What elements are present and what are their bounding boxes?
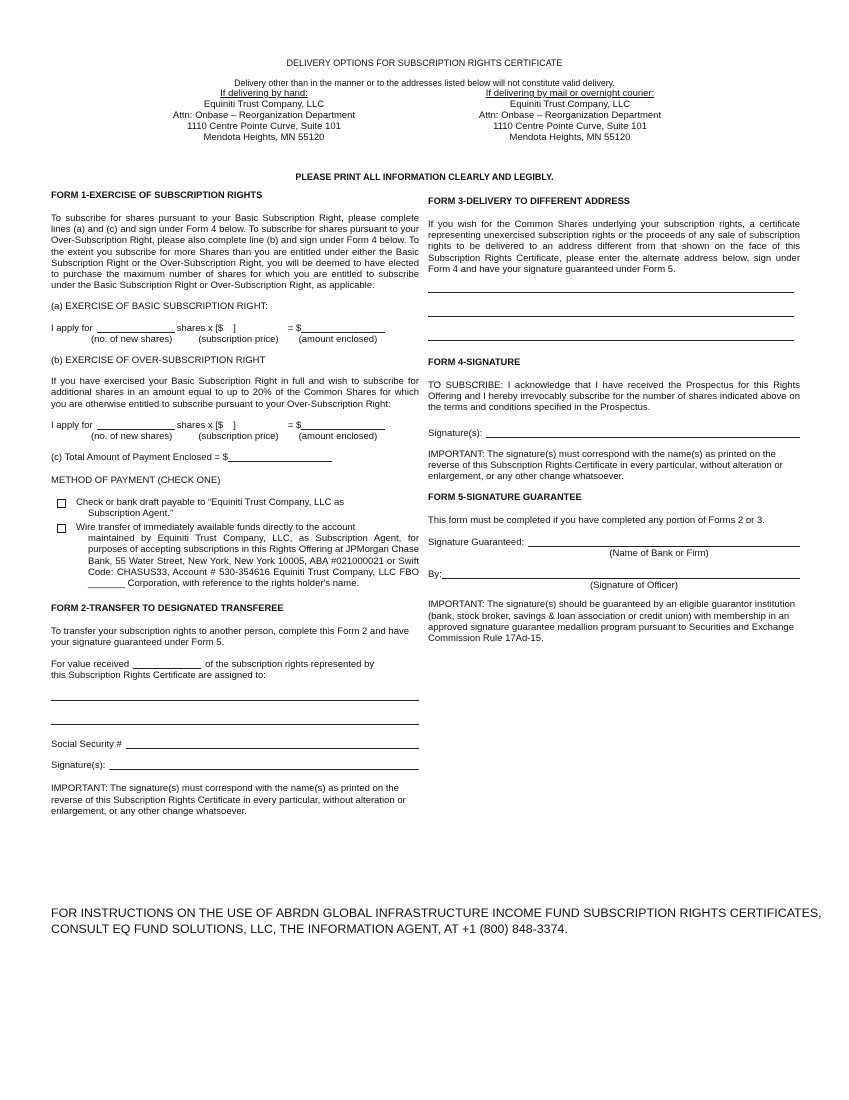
- total-payment-label: (c) Total Amount of Payment Enclosed = $: [51, 452, 228, 464]
- option2-text-cont: maintained by Equiniti Trust Company, LLC, as Subscription Agent, for purposes of accepting subscriptions in this Rights Offering at JPMorgan Chase Bank, 55 Water Street, New York, New York 10005, ABA #021000021 or Swift Code: CHASUS33, Account # 530-354616 Equiniti Trust Company, LLC FBO _______ Corporation, with reference to the rights holder's name.: [88, 533, 419, 590]
- payment-option-check: [51, 497, 419, 519]
- form1-heading: FORM 1-EXERCISE OF SUBSCRIPTION RIGHTS: [51, 190, 263, 200]
- form2-important: IMPORTANT: The signature(s) must correspond with the name(s) as printed on the reverse of this Subscription Rights Certificate in every particular, without alteration or enlargement, or any other change whatsoever.: [51, 783, 406, 817]
- ssn-row: [51, 739, 419, 750]
- subscription-price-caption: (subscription price): [198, 333, 279, 345]
- form4-signature-label: Signature(s):: [428, 427, 483, 439]
- address-line-3[interactable]: [428, 339, 794, 341]
- form4-signature-field[interactable]: [486, 428, 800, 438]
- by-mail-street: 1110 Centre Pointe Curve, Suite 101: [493, 120, 647, 132]
- address-by-hand: [134, 89, 394, 144]
- basic-amount-field[interactable]: [301, 323, 385, 333]
- address-by-mail: [440, 89, 700, 144]
- form3-heading: FORM 3-DELIVERY TO DIFFERENT ADDRESS: [428, 196, 630, 206]
- value-received-rest: of the subscription rights represented by: [205, 658, 375, 670]
- total-payment-field[interactable]: [228, 452, 332, 462]
- apply-for-label: I apply for: [51, 419, 93, 431]
- form1-b-label: (b) EXERCISE OF OVER-SUBSCRIPTION RIGHT: [51, 355, 266, 366]
- form2-heading: FORM 2-TRANSFER TO DESIGNATED TRANSFEREE: [51, 603, 284, 614]
- form1-intro: To subscribe for shares pursuant to your Basic Subscription Right, please complete lines (a) and (c) and sign under Form 4 below. To subscribe for shares pursuant to your Over-Subscription Right, please also complete line (b) and sign under Form 4 below. To the extent you subscribe for more Shares than you are entitled under either the Basic Subscription Right or the Over-Subscription Right, you will be deemed to have elected to purchase the maximum number of shares for which you are entitled to subscribe under the Basic Subscription Right or Over-Subscription Right, as applicable.: [51, 212, 419, 292]
- officer-signature-field[interactable]: [442, 569, 800, 579]
- by-hand-company: Equiniti Trust Company, LLC: [203, 98, 325, 110]
- wire-payment-checkbox[interactable]: [57, 524, 66, 533]
- basic-price-field[interactable]: [225, 323, 233, 332]
- form5-intro: This form must be completed if you have completed any portion of Forms 2 or 3.: [428, 515, 765, 527]
- left-column: [51, 190, 419, 827]
- document-title: DELIVERY OPTIONS FOR SUBSCRIPTION RIGHTS CERTIFICATE: [286, 58, 563, 68]
- form4-heading: FORM 4-SIGNATURE: [428, 356, 521, 367]
- bracket-close: ]: [233, 322, 236, 334]
- form5-heading: FORM 5-SIGNATURE GUARANTEE: [428, 492, 582, 503]
- over-shares-field[interactable]: [97, 420, 175, 430]
- option1-text-cont: Subscription Agent.”: [88, 507, 174, 519]
- bank-name-field[interactable]: [528, 537, 800, 547]
- print-notice: PLEASE PRINT ALL INFORMATION CLEARLY AND LEGIBLY.: [295, 172, 554, 182]
- guaranteed-label: Signature Guaranteed:: [428, 536, 525, 548]
- ssn-field[interactable]: [126, 739, 419, 749]
- form4-signature-row: [428, 428, 800, 439]
- right-column: [428, 196, 800, 654]
- by-mail-company: Equiniti Trust Company, LLC: [509, 98, 631, 110]
- equals-dollar-label: = $: [287, 419, 302, 431]
- form2-signature-field[interactable]: [109, 760, 419, 770]
- officer-caption: (Signature of Officer): [589, 580, 678, 592]
- value-received-field[interactable]: [133, 659, 201, 669]
- option2-text: Wire transfer of immediately available funds directly to the account: [76, 522, 356, 534]
- by-mail-heading: If delivering by mail or overnight courier:: [485, 88, 655, 99]
- transferee-line-2[interactable]: [51, 723, 419, 725]
- by-hand-street: 1110 Centre Pointe Curve, Suite 101: [187, 120, 341, 132]
- over-price-field[interactable]: [225, 420, 233, 429]
- equals-dollar-label: = $: [287, 322, 302, 334]
- delivery-note: Delivery other than in the manner or to the addresses listed below will not constitute valid delivery.: [234, 78, 615, 88]
- by-mail-city: Mendota Heights, MN 55120: [509, 131, 631, 143]
- by-hand-city: Mendota Heights, MN 55120: [203, 131, 325, 143]
- basic-shares-field[interactable]: [97, 323, 175, 333]
- form2-signature-label: Signature(s):: [51, 760, 106, 772]
- amount-enclosed-caption: (amount enclosed): [298, 431, 378, 443]
- ssn-label: Social Security #: [51, 739, 122, 751]
- by-mail-attn: Attn: Onbase – Reorganization Department: [478, 109, 662, 121]
- check-payment-checkbox[interactable]: [57, 499, 66, 508]
- bracket-close: ]: [233, 419, 236, 431]
- no-new-shares-caption: (no. of new shares): [91, 431, 173, 443]
- address-line-2[interactable]: [428, 315, 794, 317]
- value-received-line2: this Subscription Rights Certificate are assigned to:: [51, 669, 266, 681]
- total-payment-row: [51, 452, 419, 463]
- apply-for-label: I apply for: [51, 322, 93, 334]
- payment-option-wire: [51, 522, 419, 589]
- option1-text: Check or bank draft payable to “Equiniti Trust Company, LLC as: [76, 496, 345, 508]
- form3-intro: If you wish for the Common Shares underlying your subscription rights, a certificate representing unexercised subscription rights or the proceeds of any sale of subscription rights to be delivered to an address different from that shown on the face of this Subscription Rights Certificate, please enter the alternate address below, sign under Form 4 and have your signature guaranteed under Form 5.: [428, 218, 800, 275]
- method-of-payment-label: METHOD OF PAYMENT (CHECK ONE): [51, 475, 221, 487]
- form5-important: IMPORTANT: The signature(s) should be guaranteed by an eligible guarantor institution (bank, stock broker, savings & loan association or credit union) with membership in an approved signature guarantee medallion program pursuant to Securities and Exchange Commission Rule 17Ad-15.: [428, 599, 796, 644]
- guaranteed-row: [428, 537, 800, 548]
- form2-intro: To transfer your subscription rights to another person, complete this Form 2 and have your signature guaranteed under Form 5.: [51, 626, 410, 649]
- value-received-label: For value received: [51, 658, 130, 670]
- amount-enclosed-caption: (amount enclosed): [298, 333, 378, 345]
- form4-intro: TO SUBSCRIBE: I acknowledge that I have received the Prospectus for this Rights Offering and I hereby irrevocably subscribe for the number of shares indicated above on the terms and conditions specified in the Prospectus.: [428, 379, 800, 414]
- form4-important: IMPORTANT: The signature(s) must correspond with the name(s) as printed on the reverse of this Subscription Rights Certificate in every particular, without alteration or enlargement, or any other change whatsoever.: [428, 448, 783, 483]
- subscription-price-caption: (subscription price): [198, 431, 279, 443]
- no-new-shares-caption: (no. of new shares): [91, 333, 173, 345]
- form1-a-label: (a) EXERCISE OF BASIC SUBSCRIPTION RIGHT:: [51, 301, 268, 313]
- form2-signature-row: [51, 760, 419, 771]
- by-label: By:: [428, 568, 442, 580]
- value-received-row: [51, 659, 419, 681]
- shares-x-label: shares x [$: [176, 322, 224, 334]
- over-amount-field[interactable]: [301, 420, 385, 430]
- by-hand-attn: Attn: Onbase – Reorganization Department: [172, 109, 356, 121]
- address-line-1[interactable]: [428, 291, 794, 293]
- transferee-line-1[interactable]: [51, 699, 419, 701]
- bank-caption: (Name of Bank or Firm): [609, 547, 709, 559]
- shares-x-label: shares x [$: [176, 419, 224, 431]
- by-hand-heading: If delivering by hand:: [220, 88, 308, 99]
- basic-apply-row: [51, 323, 419, 345]
- over-apply-row: [51, 420, 419, 442]
- form1-b-intro: If you have exercised your Basic Subscription Right in full and wish to subscribe for additional shares in an amount equal to up to 20% of the Common Shares for which you are otherwise entitled to subscribe pursuant to your Over-Subscription Right:: [51, 376, 419, 410]
- information-agent-footer: FOR INSTRUCTIONS ON THE USE OF ABRDN GLOBAL INFRASTRUCTURE INCOME FUND SUBSCRIPTION RIGHTS CERTIFICATES, CONSULT EQ FUND SOLUTIONS, LLC, THE INFORMATION AGENT, AT +1 (800) 848-3374.: [51, 906, 822, 937]
- by-row: [428, 569, 800, 580]
